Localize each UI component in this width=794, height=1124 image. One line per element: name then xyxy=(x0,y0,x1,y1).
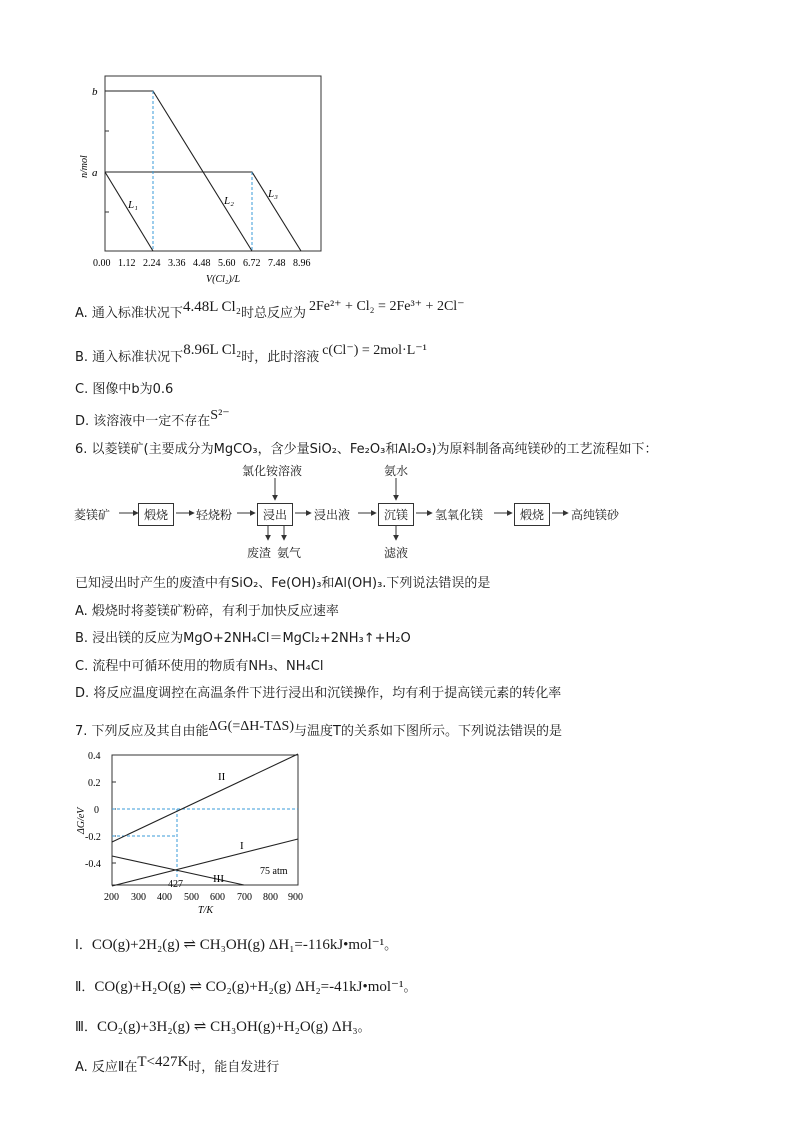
flow-product: 高纯镁砂 xyxy=(571,508,620,522)
x-tick: 200 xyxy=(104,892,119,903)
line-L3 xyxy=(105,172,301,251)
flow-precipitate: 沉镁 xyxy=(378,503,414,526)
q5-option-c: C. 图像中b为0.6 xyxy=(75,382,174,397)
q6-option-b: B. 浸出镁的反应为MgO+2NH₄Cl＝MgCl₂+2NH₃↑+H₂O xyxy=(75,631,411,646)
q6-option-a: A. 煅烧时将菱镁矿粉碎，有利于加快反应速率 xyxy=(75,604,339,619)
x-tick: 8.96 xyxy=(293,258,311,269)
x-tick: 4.48 xyxy=(193,258,211,269)
q7-stem: 7. 下列反应及其自由能ΔG(=ΔH-TΔS)与温度T的关系如下图所示。下列说法错误的是 xyxy=(75,719,562,739)
flow-hydroxide: 氢氧化镁 xyxy=(435,508,484,522)
flow-reagent-nh4cl: 氯化铵溶液 xyxy=(242,464,303,478)
x-tick: 6.72 xyxy=(243,258,261,269)
y-tick-b: b xyxy=(92,86,98,98)
x-tick: 5.60 xyxy=(218,258,236,269)
flow-ore: 菱镁矿 xyxy=(74,508,111,522)
q6-option-d: D. 将反应温度调控在高温条件下进行浸出和沉镁操作，均有利于提高镁元素的转化率 xyxy=(75,686,562,701)
line-L1 xyxy=(105,172,153,251)
q6-flowchart xyxy=(74,458,644,568)
y-tick-a: a xyxy=(92,167,98,179)
x-tick: 0.00 xyxy=(93,258,111,269)
q7-reaction-3: Ⅲ．CO₂(g)+3H₂(g) ⇌ CH₃OH(g)+H₂O(g) ΔH₃。 xyxy=(75,1019,371,1035)
label-L3: L₃ xyxy=(268,188,278,200)
x-tick: 700 xyxy=(237,892,252,903)
q5-option-d: D. 该溶液中一定不存在S²⁻ xyxy=(75,408,230,429)
pressure-label: 75 atm xyxy=(260,866,288,877)
flow-calcine-2: 煅烧 xyxy=(514,503,550,526)
q5-option-a: A. 通入标准状况下4.48L Cl₂时总反应为 2Fe²⁺ + Cl₂ = 2Fe³⁺ + 2Cl⁻ xyxy=(75,299,465,321)
q7-option-a: A. 反应Ⅱ在T<427K时，能自发进行 xyxy=(75,1054,280,1075)
q7-reaction-2: Ⅱ．CO(g)+H₂O(g) ⇌ CO₂(g)+H₂(g) ΔH₂=-41kJ•mol⁻¹。 xyxy=(75,979,417,995)
x-tick: 300 xyxy=(131,892,146,903)
y-tick: 0.2 xyxy=(88,778,101,789)
x-tick: 900 xyxy=(288,892,303,903)
y-axis-label: ΔG/eV xyxy=(76,807,87,834)
flow-leach: 浸出 xyxy=(257,503,293,526)
label-II: II xyxy=(218,771,226,783)
x-tick: 400 xyxy=(157,892,172,903)
flow-reagent-nh3: 氨水 xyxy=(384,464,409,478)
x-tick: 7.48 xyxy=(268,258,286,269)
x-tick: 1.12 xyxy=(118,258,136,269)
x-axis-label: V(Cl₂)/L xyxy=(206,274,241,285)
label-III: III xyxy=(213,873,224,885)
flow-filtrate: 滤液 xyxy=(384,546,409,560)
flow-light-powder: 轻烧粉 xyxy=(196,508,233,522)
flow-calcine-1: 煅烧 xyxy=(138,503,174,526)
q6-stem: 6. 以菱镁矿(主要成分为MgCO₃，含少量SiO₂、Fe₂O₃和Al₂O₃)为原料制备高纯镁砂的工艺流程如下： xyxy=(75,442,658,457)
y-tick: -0.2 xyxy=(85,832,101,843)
q5-option-b: B. 通入标准状况下8.96L Cl₂时，此时溶液 c(Cl⁻) = 2mol·L⁻¹ xyxy=(75,342,427,365)
line-II xyxy=(112,754,298,842)
y-tick: 0 xyxy=(94,805,99,816)
y-tick: -0.4 xyxy=(85,859,101,870)
q7-reaction-1: Ⅰ．CO(g)+2H₂(g) ⇌ CH₃OH(g) ΔH₁=-116kJ•mol⁻¹。 xyxy=(75,937,398,953)
chart-1 xyxy=(78,66,328,288)
x-tick: 600 xyxy=(210,892,225,903)
y-tick: 0.4 xyxy=(88,751,101,762)
x-tick: 2.24 xyxy=(143,258,161,269)
flow-leach-liquid: 浸出液 xyxy=(314,508,351,522)
line-L2 xyxy=(105,91,252,251)
chart-2 xyxy=(74,748,314,918)
label-I: I xyxy=(240,840,244,852)
flow-waste: 废渣 xyxy=(247,546,272,560)
x-tick: 800 xyxy=(263,892,278,903)
x-tick: 500 xyxy=(184,892,199,903)
x-tick: 3.36 xyxy=(168,258,186,269)
q6-known: 已知浸出时产生的废渣中有SiO₂、Fe(OH)₃和Al(OH)₃.下列说法错误的是 xyxy=(75,576,491,591)
point-427: 427 xyxy=(168,879,183,890)
y-axis-label: n/mol xyxy=(79,155,90,178)
x-axis-label: T/K xyxy=(198,905,214,916)
q6-option-c: C. 流程中可循环使用的物质有NH₃、NH₄Cl xyxy=(75,659,324,674)
label-L1: L₁ xyxy=(128,199,138,211)
flow-ammonia-gas: 氨气 xyxy=(277,546,302,560)
label-L2: L₂ xyxy=(224,195,234,207)
